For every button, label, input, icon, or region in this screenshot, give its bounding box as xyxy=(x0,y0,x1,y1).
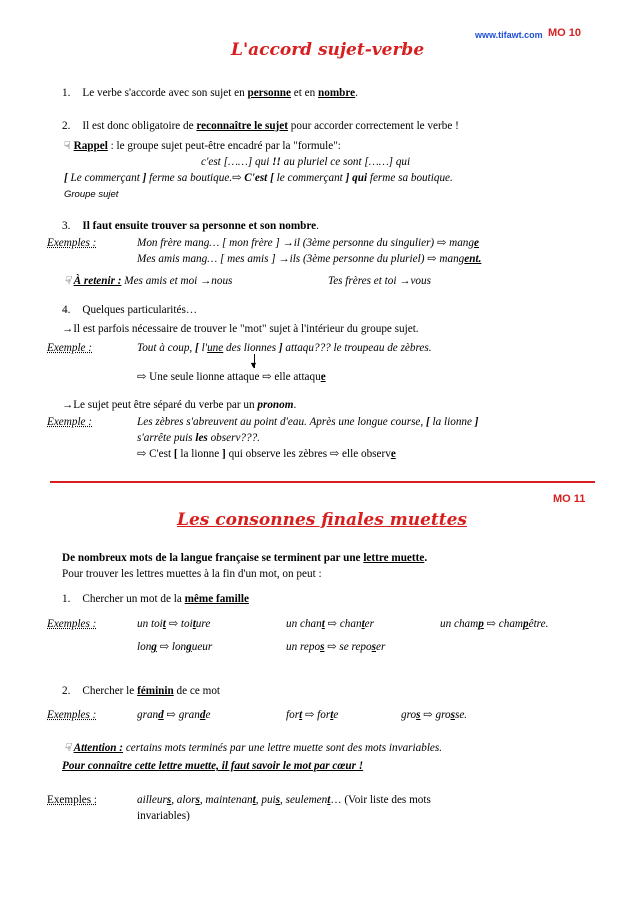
exemples-label-s2-3: Exemples : xyxy=(47,794,98,806)
exemple-label-2: Exemple : xyxy=(47,416,93,428)
example-chant: un chant ⇨ chanter xyxy=(286,618,374,630)
point-3: 3. Il faut ensuite trouver sa personne et son nombre. xyxy=(62,220,319,232)
intro-line-2: Pour trouver les lettres muettes à la fin d'un mot, on peut : xyxy=(62,568,322,580)
retenir-line: ☟ À retenir : Mes amis et moi →nous xyxy=(64,275,233,287)
example-toit: un toit ⇨ toiture xyxy=(137,618,211,630)
point-2: 2. Il est donc obligatoire de reconnaître le sujet pour accorder correctement le verbe ! xyxy=(62,120,459,132)
example-champ: un champ ⇨ champêtre. xyxy=(440,618,549,630)
method-1: 1. Chercher un mot de la même famille xyxy=(62,593,249,605)
example-invariables: ailleurs, alors, maintenant, puis, seulement… (Voir liste des mots xyxy=(137,794,431,806)
lesson-code-mo11: MO 11 xyxy=(553,493,586,505)
exemple-label: Exemple : xyxy=(47,342,93,354)
example-zebres-2: s'arrête puis les observ???. xyxy=(137,432,260,444)
particularite-1: →Il est parfois nécessaire de trouver le "mot" sujet à l'intérieur du groupe sujet. xyxy=(62,323,419,335)
attention-line-2: Pour connaître cette lettre muette, il faut savoir le mot par cœur ! xyxy=(62,760,364,772)
groupe-sujet-label: Groupe sujet xyxy=(64,189,119,200)
example-long: long ⇨ longueur xyxy=(137,641,213,653)
example-gros: gros ⇨ grosse. xyxy=(401,709,468,721)
attention-line: ☟ Attention : certains mots terminés par une lettre muette sont des mots invariables. xyxy=(64,742,443,754)
example-invariables-2: invariables) xyxy=(137,810,190,822)
intro-line-1: De nombreux mots de la langue française se terminent par une lettre muette. xyxy=(62,552,428,564)
point-4: 4. Quelques particularités… xyxy=(62,304,198,316)
example-lionnes: Tout à coup, [ l'une des lionnes ] attaqu??? le troupeau de zèbres. xyxy=(137,342,432,354)
example-amis: Mes amis mang… [ mes amis ] →ils (3ème personne du pluriel) ⇨ mangent. xyxy=(137,253,482,265)
example-frere: Mon frère mang… [ mon frère ] →il (3ème personne du singulier) ⇨ mange xyxy=(137,237,479,249)
exemples-label-s2: Exemples : xyxy=(47,618,97,630)
example-repos: un repos ⇨ se reposer xyxy=(286,641,386,653)
example-fort: fort ⇨ forte xyxy=(286,709,339,721)
hand-pointer-icon: ☟ xyxy=(64,275,71,287)
retenir-vous: Tes frères et toi →vous xyxy=(328,275,431,287)
hand-pointer-icon: ☟ xyxy=(64,742,71,754)
down-arrow-icon: ▼ xyxy=(249,360,258,370)
exemples-label: Exemples : xyxy=(47,237,97,249)
title-accord-sujet-verbe: L'accord sujet-verbe xyxy=(231,40,425,60)
hand-pointer-icon: ☟ xyxy=(64,140,71,152)
example-une-lionne: ⇨ Une seule lionne attaque ⇨ elle attaque xyxy=(137,371,326,383)
method-2: 2. Chercher le féminin de ce mot xyxy=(62,685,221,697)
lesson-code-mo10: MO 10 xyxy=(548,27,582,39)
title-consonnes-muettes: Les consonnes finales muettes xyxy=(177,510,467,530)
point-1: 1. Le verbe s'accorde avec son sujet en personne et en nombre. xyxy=(62,87,358,99)
particularite-2: →Le sujet peut être séparé du verbe par un pronom. xyxy=(62,399,297,411)
formule-line: c'est [……] qui !! au pluriel ce sont [……] qui xyxy=(201,156,411,168)
example-zebres-3: ⇨ C'est [ la lionne ] qui observe les zèbres ⇨ elle observe xyxy=(137,448,396,460)
rappel-line: ☟ Rappel : le groupe sujet peut-être encadré par la "formule": xyxy=(64,140,341,152)
section-divider xyxy=(50,481,595,483)
exemples-label-s2-2: Exemples : xyxy=(47,709,97,721)
example-zebres: Les zèbres s'abreuvent au point d'eau. Après une longue course, [ la lionne ] xyxy=(137,416,479,428)
site-url[interactable]: www.tifawt.com xyxy=(475,30,543,40)
arrow-right-icon: ⇨ xyxy=(232,172,242,184)
example-grand: grand ⇨ grande xyxy=(137,709,211,721)
example-commercant: [ Le commerçant ] ferme sa boutique.⇨ C'est [ le commerçant ] qui ferme sa boutique. xyxy=(64,172,453,184)
